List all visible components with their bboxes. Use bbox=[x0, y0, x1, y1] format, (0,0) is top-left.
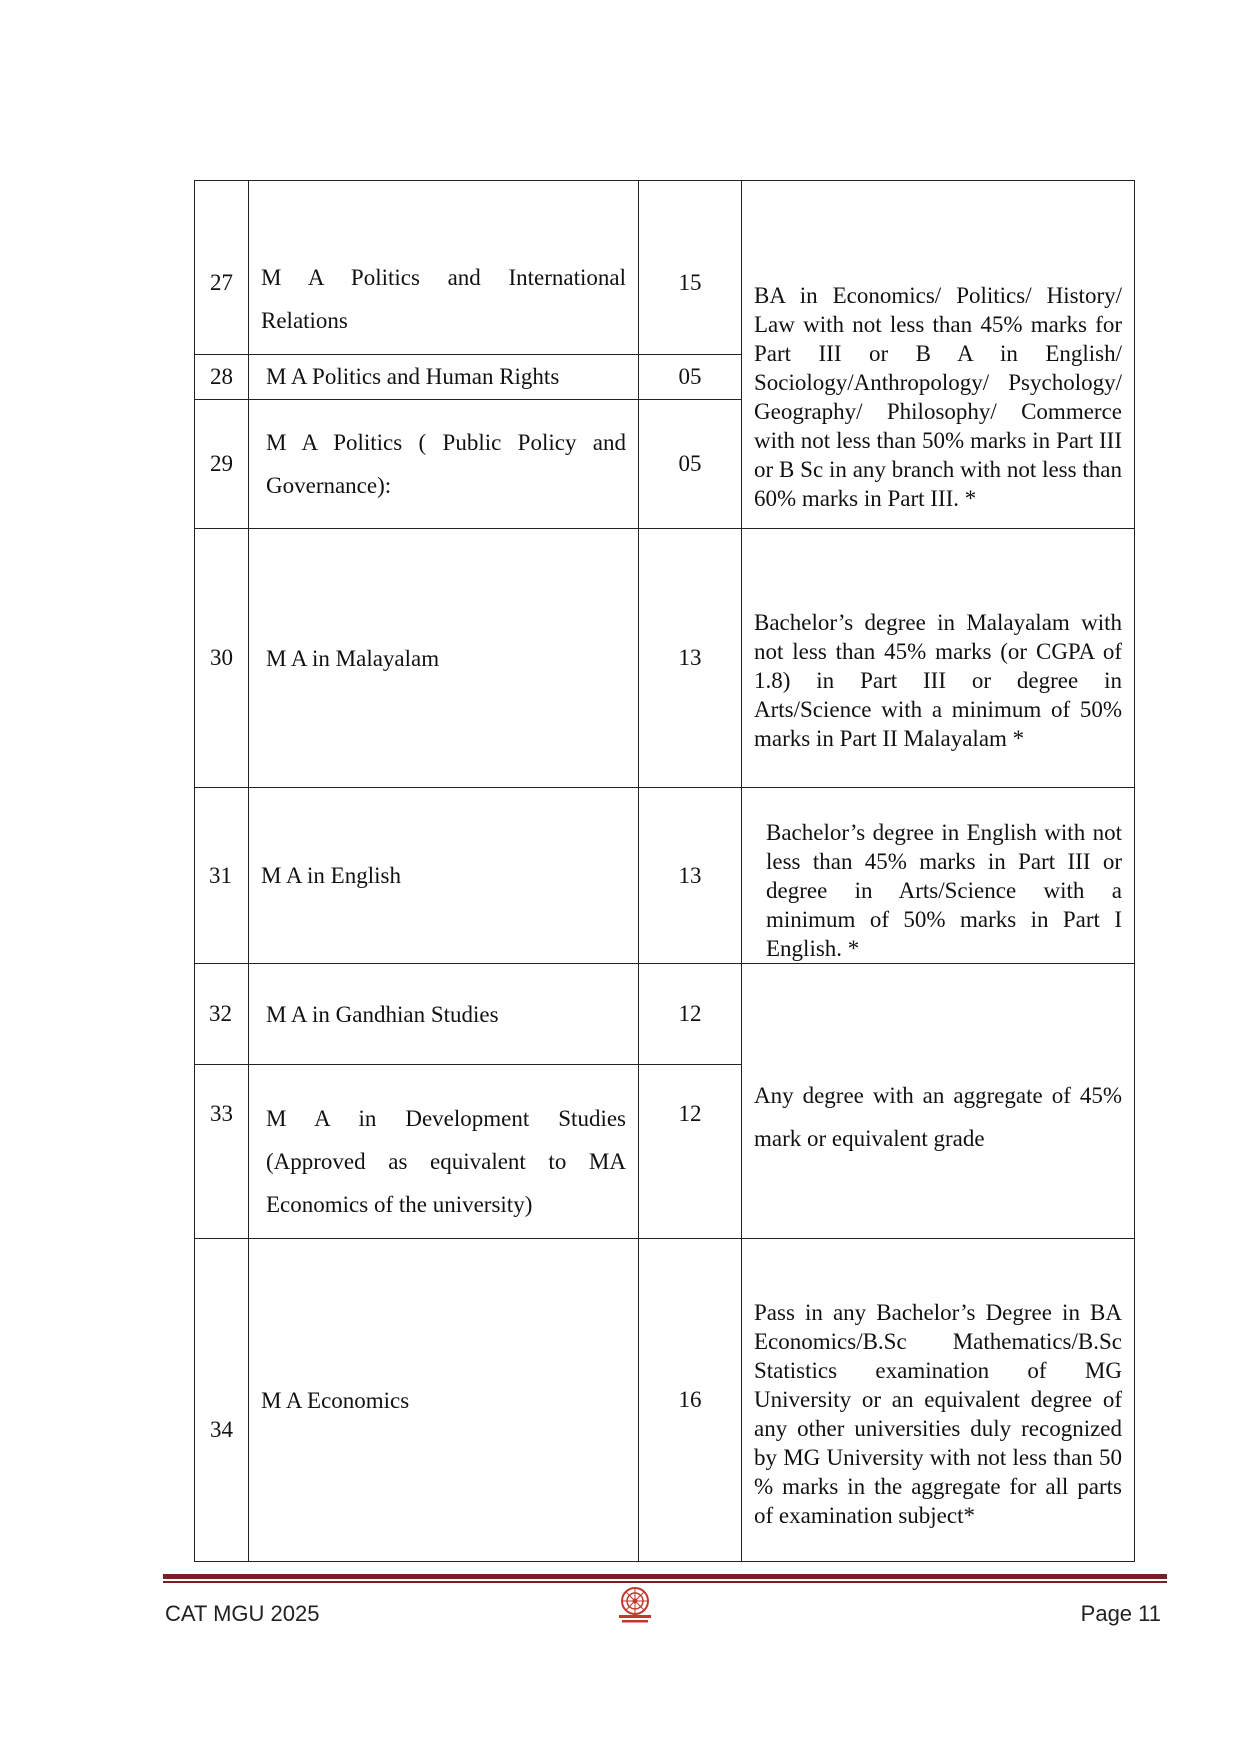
course-name: M A in Gandhian Studies bbox=[249, 964, 639, 1065]
seat-count: 13 bbox=[639, 529, 742, 788]
eligibility-cell: Bachelor’s degree in English with not less than 45% marks in Part III or degree in Arts/Science with a minimum of 50% marks in Part I English. * bbox=[742, 788, 1135, 964]
footer-rule-thin bbox=[163, 1581, 1167, 1583]
course-name: M A Politics ( Public Policy and Governance): bbox=[249, 400, 639, 529]
seat-count: 12 bbox=[639, 1065, 742, 1239]
row-number: 27 bbox=[195, 181, 249, 355]
page-number: Page 11 bbox=[1080, 1601, 1161, 1626]
table-row bbox=[195, 788, 1135, 964]
eligibility-cell: Bachelor’s degree in Malayalam with not less than 45% marks (or CGPA of 1.8) in Part III or degree in Arts/Science with a minimum of 50% marks in Part II Malayalam * bbox=[742, 529, 1135, 788]
eligibility-cell: Pass in any Bachelor’s Degree in BA Economics/B.Sc Mathematics/B.Sc Statistics examination of MG University or an equivalent degree of any other universities duly recognized by MG University with not less than 50 % marks in the aggregate for all parts of examination subject* bbox=[742, 1239, 1135, 1562]
table-row bbox=[195, 181, 1135, 355]
row-number: 33 bbox=[195, 1065, 249, 1239]
seat-count: 16 bbox=[639, 1239, 742, 1562]
row-number: 34 bbox=[195, 1239, 249, 1562]
table-row bbox=[195, 529, 1135, 788]
course-name: M A Politics and Human Rights bbox=[249, 355, 639, 400]
seat-count: 13 bbox=[639, 788, 742, 964]
table-row bbox=[195, 964, 1135, 1065]
eligibility-cell: BA in Economics/ Politics/ History/ Law with not less than 45% marks for Part III or B A in English/ Sociology/Anthropology/ Psychology/ Geography/ Philosophy/ Commerce with not less than 50% marks in Part III or B Sc in any branch with not less than 60% marks in Part III. * bbox=[742, 181, 1135, 529]
course-name: M A Politics and International Relations bbox=[249, 181, 639, 355]
course-eligibility-table bbox=[194, 180, 1135, 1562]
row-number: 29 bbox=[195, 400, 249, 529]
course-name: M A in Malayalam bbox=[249, 529, 639, 788]
course-name: M A in English bbox=[249, 788, 639, 964]
row-number: 32 bbox=[195, 964, 249, 1065]
table-row bbox=[195, 1239, 1135, 1562]
row-number: 30 bbox=[195, 529, 249, 788]
footer-rule bbox=[163, 1574, 1167, 1579]
seat-count: 05 bbox=[639, 400, 742, 529]
course-name: M A in Development Studies (Approved as equivalent to MA Economics of the university) bbox=[249, 1065, 639, 1239]
eligibility-cell: Any degree with an aggregate of 45% mark or equivalent grade bbox=[742, 964, 1135, 1239]
seat-count: 05 bbox=[639, 355, 742, 400]
row-number: 31 bbox=[195, 788, 249, 964]
course-name: M A Economics bbox=[249, 1239, 639, 1562]
university-emblem-icon bbox=[612, 1585, 658, 1625]
seat-count: 15 bbox=[639, 181, 742, 355]
row-number: 28 bbox=[195, 355, 249, 400]
seat-count: 12 bbox=[639, 964, 742, 1065]
footer-title: CAT MGU 2025 bbox=[165, 1601, 320, 1626]
